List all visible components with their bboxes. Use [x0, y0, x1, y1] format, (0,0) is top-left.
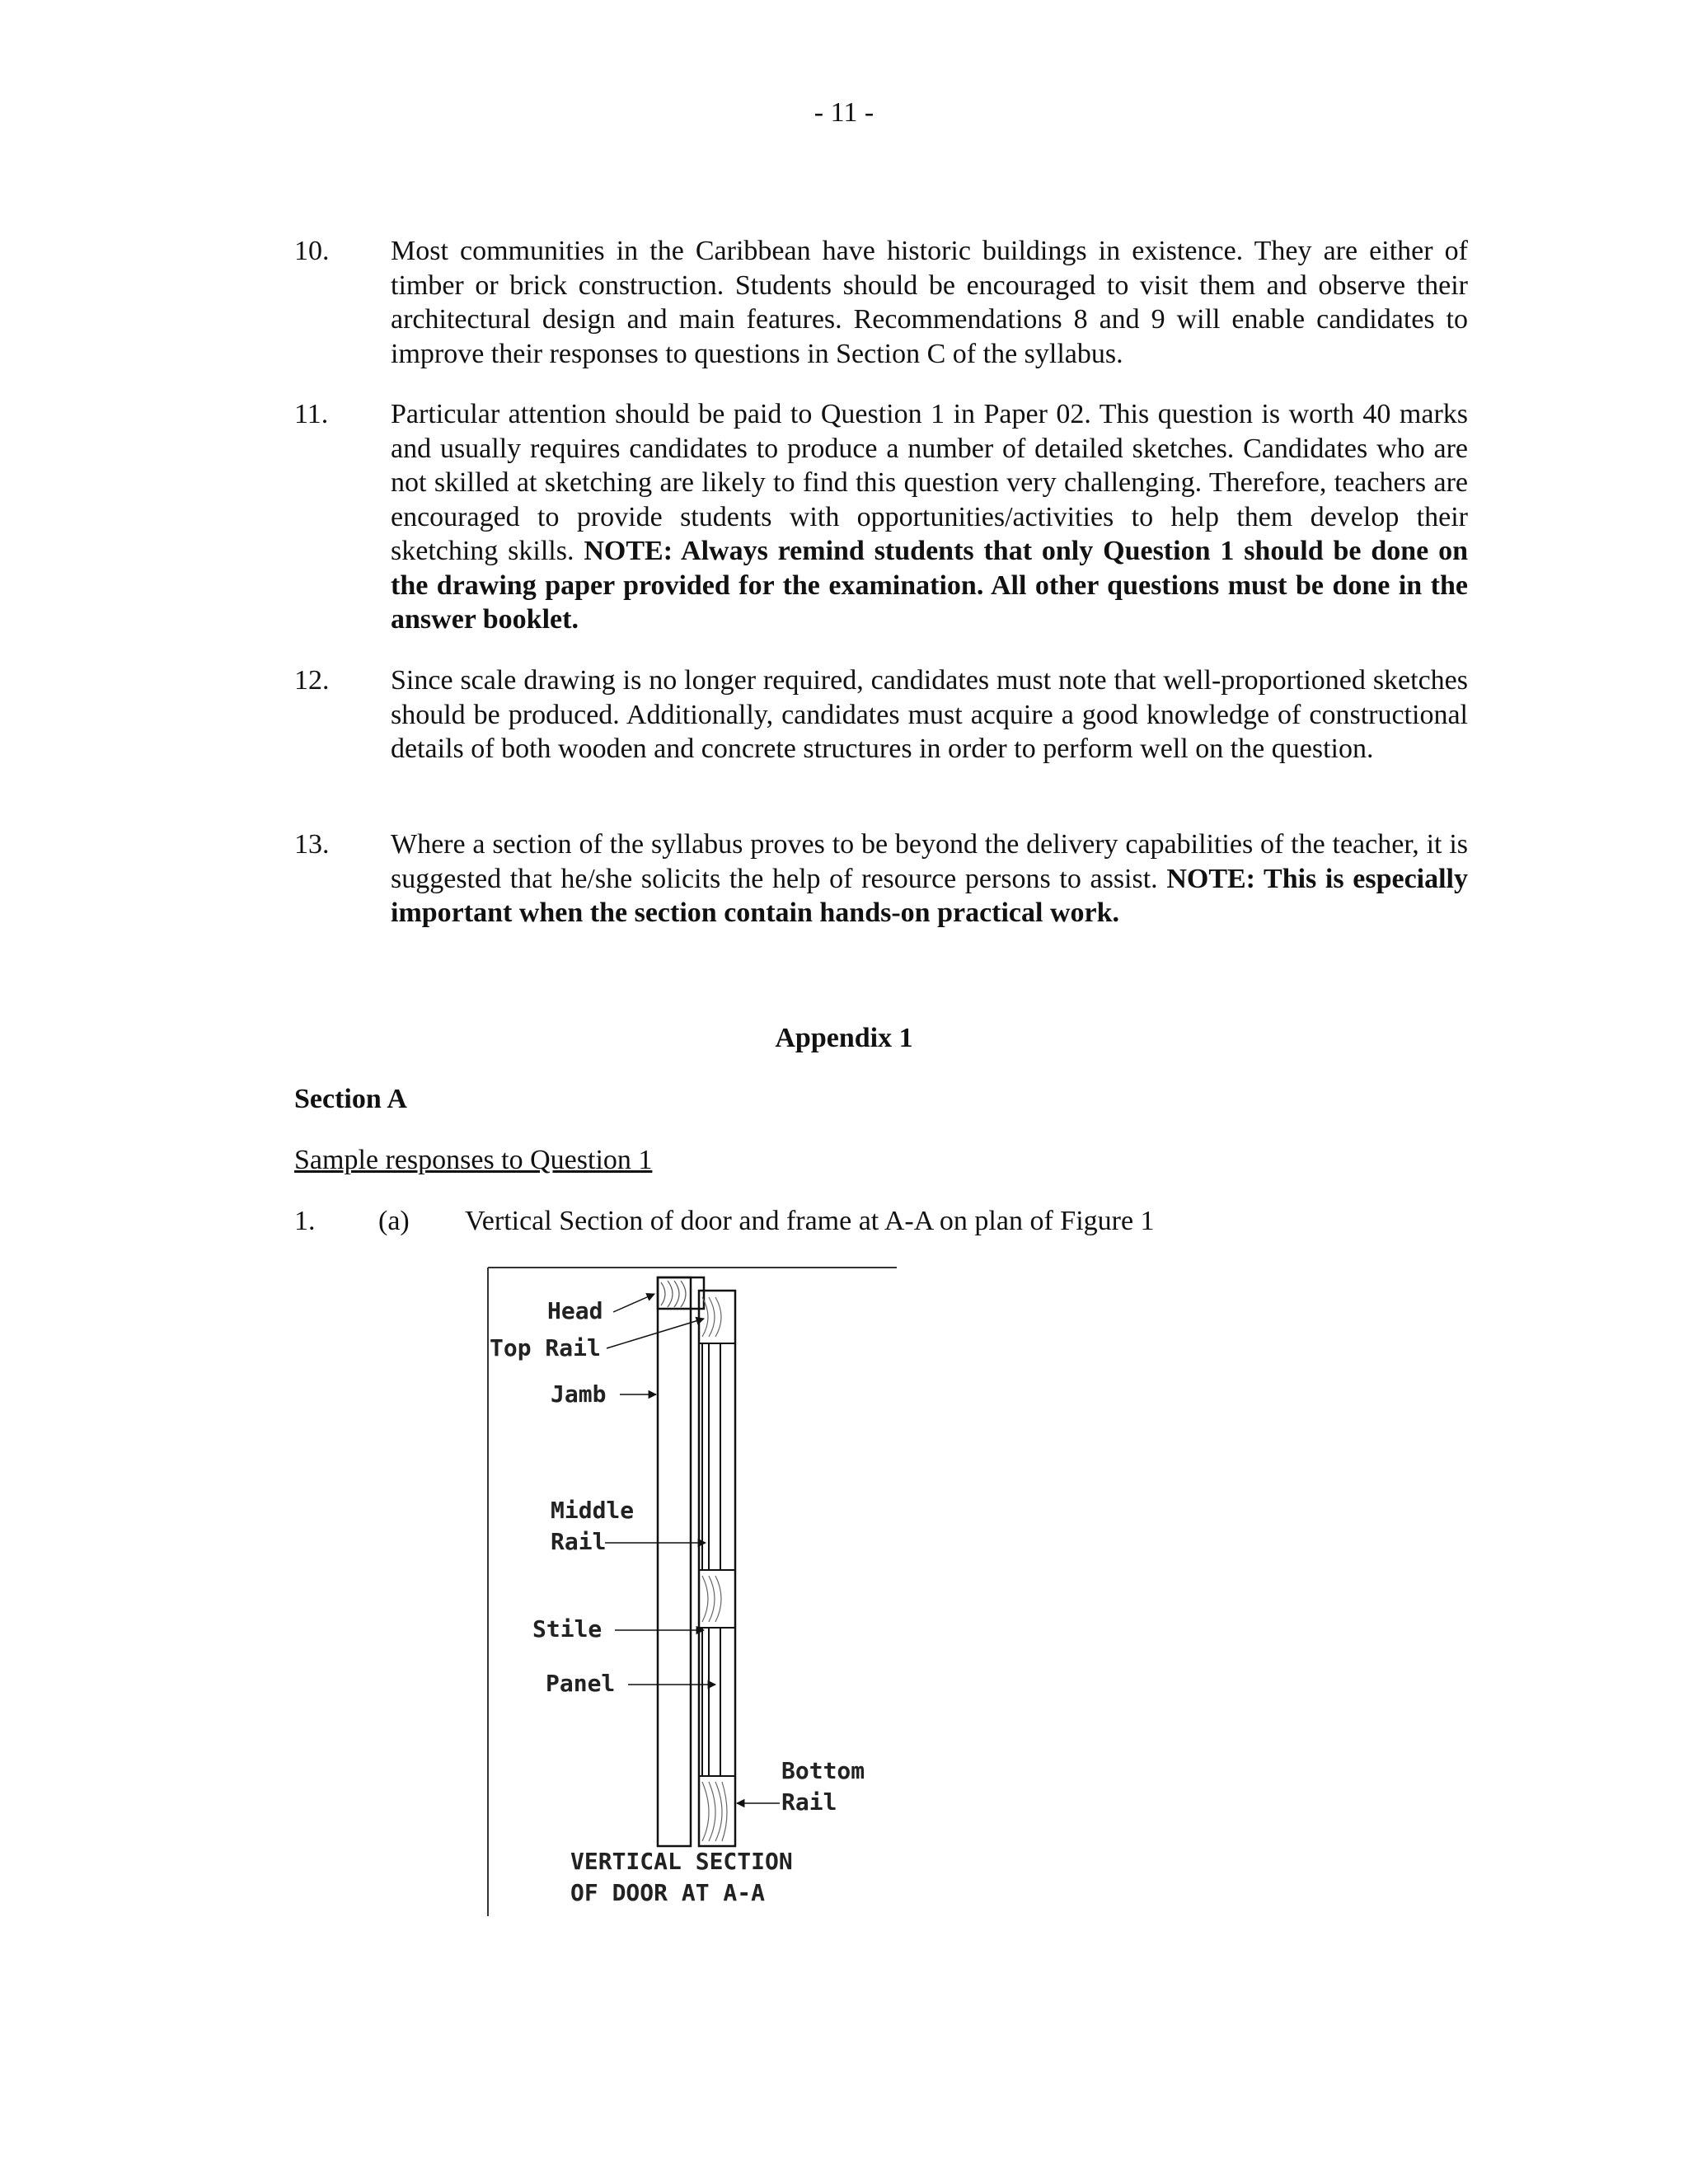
jamb [658, 1277, 691, 1846]
item-text: Since scale drawing is no longer required, candidates must note that well-proportioned sketches should be produced. Additionally, candidates must acquire a good knowledge of constructional details of both wooden and concrete structures in order to perform well on the question. [391, 665, 1468, 764]
top-rail-grain [702, 1297, 721, 1337]
recommendation-13 [294, 827, 1468, 930]
door-section-figure [483, 1261, 903, 1920]
middle-rail-grain [702, 1576, 721, 1622]
label-jamb: Jamb [551, 1380, 607, 1408]
appendix-title: Appendix 1 [775, 1023, 913, 1053]
upper-panel [709, 1343, 720, 1570]
door-leaf [699, 1291, 735, 1846]
item-text: Where a section of the syllabus proves to be beyond the delivery capabilities of the teacher, it is suggested that he/she solicits the help of resource persons to assist. NOTE: This is especially important when the section contain hands-on practical work. [391, 829, 1468, 928]
page-number: - 11 - [814, 97, 874, 128]
recommendation-10 [294, 234, 1468, 371]
head-grain [661, 1281, 686, 1307]
item-text: Most communities in the Caribbean have historic buildings in existence. They are either of timber or brick construction. Students should be encouraged to visit them and observe their architectural design and main features. Recommendations 8 and 9 will enable candidates to improve their responses to questions in Section C of the syllabus. [391, 236, 1468, 369]
lower-panel [709, 1628, 720, 1776]
question-text: Vertical Section of door and frame at A-A on plan of Figure 1 [465, 1206, 1155, 1236]
label-stile: Stile [532, 1615, 603, 1643]
item-number: 12. [294, 665, 330, 696]
label-rail: Rail [551, 1528, 607, 1555]
item-number: 11. [294, 399, 329, 429]
question-part: (a) [378, 1206, 410, 1236]
label-top-rail: Top Rail [490, 1334, 601, 1361]
bottom-rail-grain [702, 1782, 727, 1841]
label-middle: Middle [551, 1497, 635, 1524]
subheading: Sample responses to Question 1 [294, 1145, 653, 1175]
label-bottom: Bottom [781, 1757, 865, 1784]
note-bold: NOTE: Always remind students that only Question 1 should be done on the drawing paper provided for the examination. All other questions must be done in the answer booklet. [391, 536, 1469, 635]
caption-line-2: OF DOOR AT A-A [570, 1879, 766, 1906]
item-text: Particular attention should be paid to Question 1 in Paper 02. This question is worth 40 marks and usually requires candidates to produce a number of detailed sketches. Candidates who are not skilled at sketching are likely to find this question very challenging. Therefore, teachers are encouraged to provide students with opportunities/activities to help them develop their sketching skills. NOTE: Always remind students that only Question 1 should be done on the drawing paper provided for the examination. All other questions must be done in the answer booklet. [391, 399, 1469, 635]
caption-line-1: VERTICAL SECTION [570, 1848, 793, 1875]
label-bottom-rail: Rail [781, 1788, 837, 1816]
note-bold: NOTE: This is especially important when the section contain hands-on practical work. [391, 863, 1468, 928]
recommendation-12 [294, 663, 1468, 766]
question-number: 1. [294, 1206, 316, 1236]
label-panel: Panel [546, 1670, 616, 1697]
section-heading: Section A [294, 1084, 407, 1114]
recommendation-11 [294, 397, 1468, 637]
label-head: Head [547, 1297, 603, 1324]
item-number: 10. [294, 236, 330, 266]
item-number: 13. [294, 829, 330, 860]
